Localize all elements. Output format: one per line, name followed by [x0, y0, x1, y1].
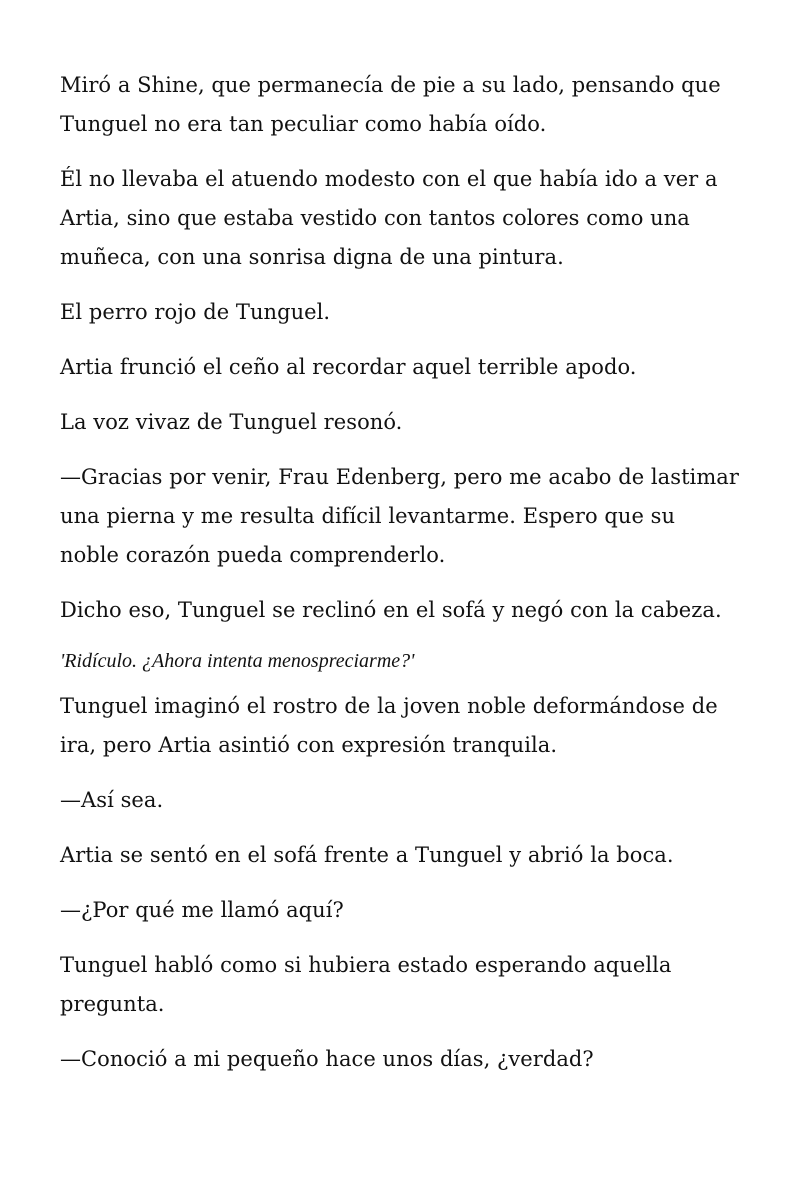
paragraph: Él no llevaba el atuendo modesto con el que había ido a ver a Artia, sino que estaba vestido con tantos colores como una muñeca, con una sonrisa digna de una pintura. — [60, 167, 718, 269]
paragraph: La voz vivaz de Tunguel resonó. — [60, 410, 403, 434]
dialogue-paragraph: —Gracias por venir, Frau Edenberg, pero me acabo de lastimar una pierna y me resulta difícil levantarme. Espero que su noble corazón pueda comprenderlo. — [60, 465, 739, 567]
dialogue-paragraph: —Así sea. — [60, 788, 164, 812]
inner-thought: 'Ridículo. ¿Ahora intenta menospreciarme?' — [60, 650, 415, 672]
paragraph: Dicho eso, Tunguel se reclinó en el sofá y negó con la cabeza. — [60, 598, 722, 622]
dialogue-paragraph: —¿Por qué me llamó aquí? — [60, 898, 344, 922]
paragraph: Artia se sentó en el sofá frente a Tunguel y abrió la boca. — [60, 843, 674, 867]
paragraph: Miró a Shine, que permanecía de pie a su lado, pensando que Tunguel no era tan peculiar como había oído. — [60, 73, 721, 136]
paragraph: Artia frunció el ceño al recordar aquel terrible apodo. — [60, 355, 637, 379]
paragraph: El perro rojo de Tunguel. — [60, 300, 331, 324]
paragraph: Tunguel habló como si hubiera estado esperando aquella pregunta. — [60, 953, 672, 1016]
dialogue-paragraph: —Conoció a mi pequeño hace unos días, ¿verdad? — [60, 1047, 594, 1071]
paragraph: Tunguel imaginó el rostro de la joven noble deformándose de ira, pero Artia asintió con expresión tranquila. — [60, 694, 718, 757]
